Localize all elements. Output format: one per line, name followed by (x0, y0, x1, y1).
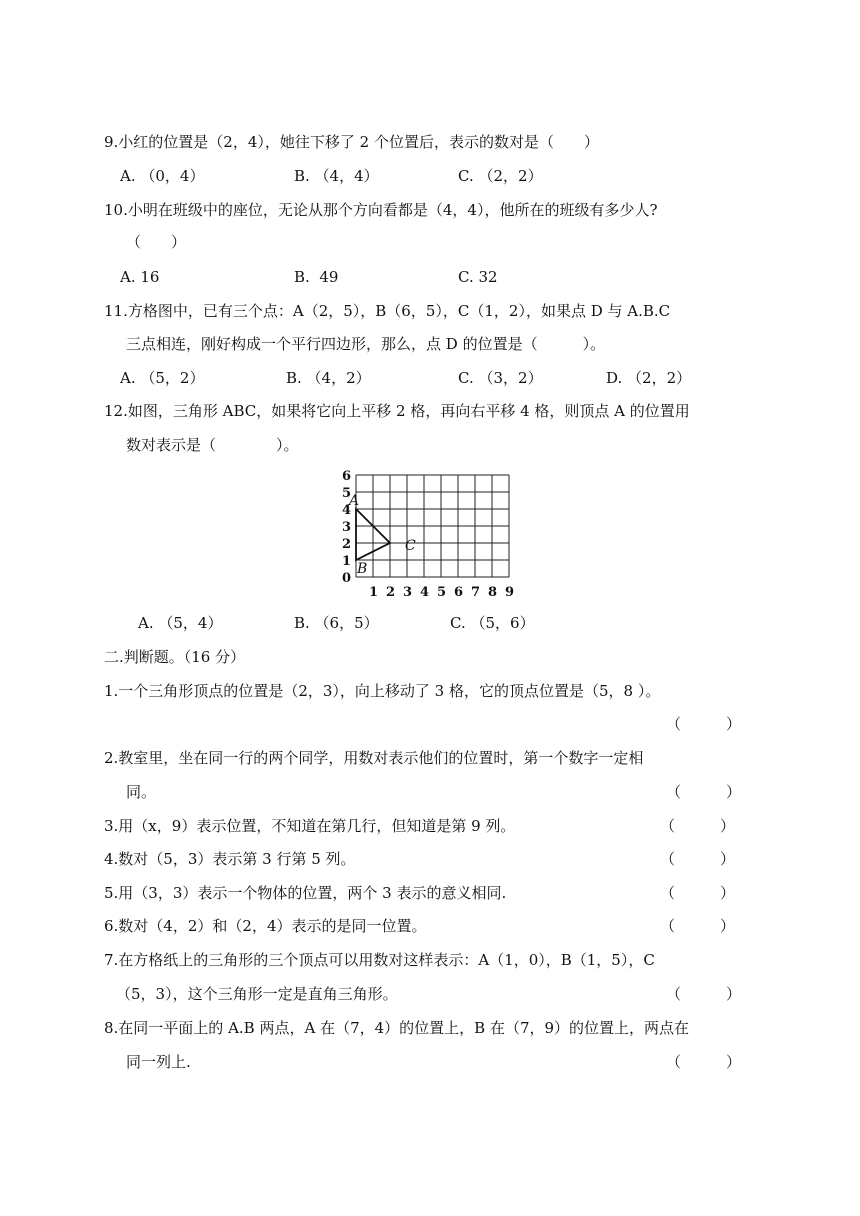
question-11-text-cont: 三点相连，刚好构成一个平行四边形，那么，点 D 的位置是（ ）。 (126, 335, 606, 353)
question-12-option-b: B. （6，5） (294, 614, 379, 632)
x-tick-label: 1 (369, 585, 379, 600)
question-12-option-c: C. （5，6） (450, 614, 535, 632)
judge-5-text: 5.用（3，3）表示一个物体的位置，两个 3 表示的意义相同. (104, 884, 507, 902)
judge-6-text: 6.数对（4，2）和（2，4）表示的是同一位置。 (104, 917, 427, 935)
x-tick-label: 3 (403, 585, 413, 600)
section-title-judgement: 二.判断题。（16 分） (104, 648, 246, 666)
y-tick-label: 3 (342, 520, 352, 535)
judge-8-text-cont: 同一列上. (126, 1053, 191, 1071)
question-10-text: 10.小明在班级中的座位，无论从那个方向看都是（4，4），他所在的班级有多少人? (104, 201, 658, 219)
judge-2-answer-blank: （ ） (666, 783, 742, 801)
question-10-option-c: C. 32 (458, 268, 498, 286)
y-tick-label: 6 (342, 469, 352, 484)
judge-7-text: 7.在方格纸上的三角形的三个顶点可以用数对这样表示：A（1，0），B（1，5），C (104, 951, 655, 969)
question-12-option-a: A. （5，4） (138, 614, 223, 632)
question-11-text: 11.方格图中，已有三个点：A（2，5），B（6，5），C（1，2），如果点 D 与 A.B.C (104, 302, 671, 320)
y-tick-label: 5 (342, 486, 352, 501)
judge-5-answer-blank: （ ） (660, 884, 736, 902)
judge-1-text: 1.一个三角形顶点的位置是（2，3），向上移动了 3 格，它的顶点位置是（5，8 ）。 (104, 682, 661, 700)
question-11-option-b: B. （4，2） (286, 369, 371, 387)
judge-1-answer-blank: （ ） (666, 715, 742, 733)
judge-2-text-cont: 同。 (126, 783, 157, 801)
y-tick-label: 1 (342, 554, 352, 569)
judge-4-answer-blank: （ ） (660, 850, 736, 868)
judge-7-text-cont: （5，3），这个三角形一定是直角三角形。 (116, 985, 398, 1003)
point-label-c: C (405, 538, 416, 554)
judge-8-text: 8.在同一平面上的 A.B 两点，A 在（7，4）的位置上，B 在（7，9）的位置上，两点在 (104, 1019, 690, 1037)
question-9-text: 9.小红的位置是（2，4），她往下移了 2 个位置后，表示的数对是（ ） (104, 133, 599, 151)
question-12-text: 12.如图，三角形 ABC，如果将它向上平移 2 格，再向右平移 4 格，则顶点 A 的位置用 (104, 402, 690, 420)
x-tick-label: 7 (471, 585, 481, 600)
question-9-option-c: C. （2，2） (458, 167, 543, 185)
x-tick-label: 4 (420, 585, 430, 600)
judge-7-answer-blank: （ ） (666, 985, 742, 1003)
question-11-option-a: A. （5，2） (120, 369, 205, 387)
question-9-option-b: B. （4，4） (294, 167, 379, 185)
point-label-a: A (349, 493, 360, 509)
question-11-option-d: D. （2，2） (606, 369, 692, 387)
x-tick-label: 6 (454, 585, 464, 600)
question-10-blank: （ ） (126, 233, 187, 251)
x-tick-label: 5 (437, 585, 447, 600)
y-tick-label: 4 (342, 503, 352, 518)
question-10-option-b: B. 49 (294, 268, 339, 286)
x-tick-label: 2 (386, 585, 396, 600)
question-10-option-a: A. 16 (120, 268, 160, 286)
judge-3-text: 3.用（x，9）表示位置，不知道在第几行，但知道是第 9 列。 (104, 817, 516, 835)
judge-4-text: 4.数对（5，3）表示第 3 行第 5 列。 (104, 850, 356, 868)
question-9-option-a: A. （0，4） (120, 167, 205, 185)
question-11-option-c: C. （3，2） (458, 369, 543, 387)
grid-figure (336, 466, 526, 602)
question-12-text-cont: 数对表示是（ ）。 (126, 436, 299, 454)
judge-6-answer-blank: （ ） (660, 917, 736, 935)
judge-8-answer-blank: （ ） (666, 1053, 742, 1071)
judge-2-text: 2.教室里，坐在同一行的两个同学，用数对表示他们的位置时，第一个数字一定相 (104, 749, 644, 767)
judge-3-answer-blank: （ ） (660, 817, 736, 835)
x-tick-label: 8 (488, 585, 498, 600)
y-tick-label: 2 (342, 537, 352, 552)
x-tick-label: 9 (505, 585, 515, 600)
y-tick-label: 0 (342, 571, 352, 586)
point-label-b: B (357, 561, 368, 577)
